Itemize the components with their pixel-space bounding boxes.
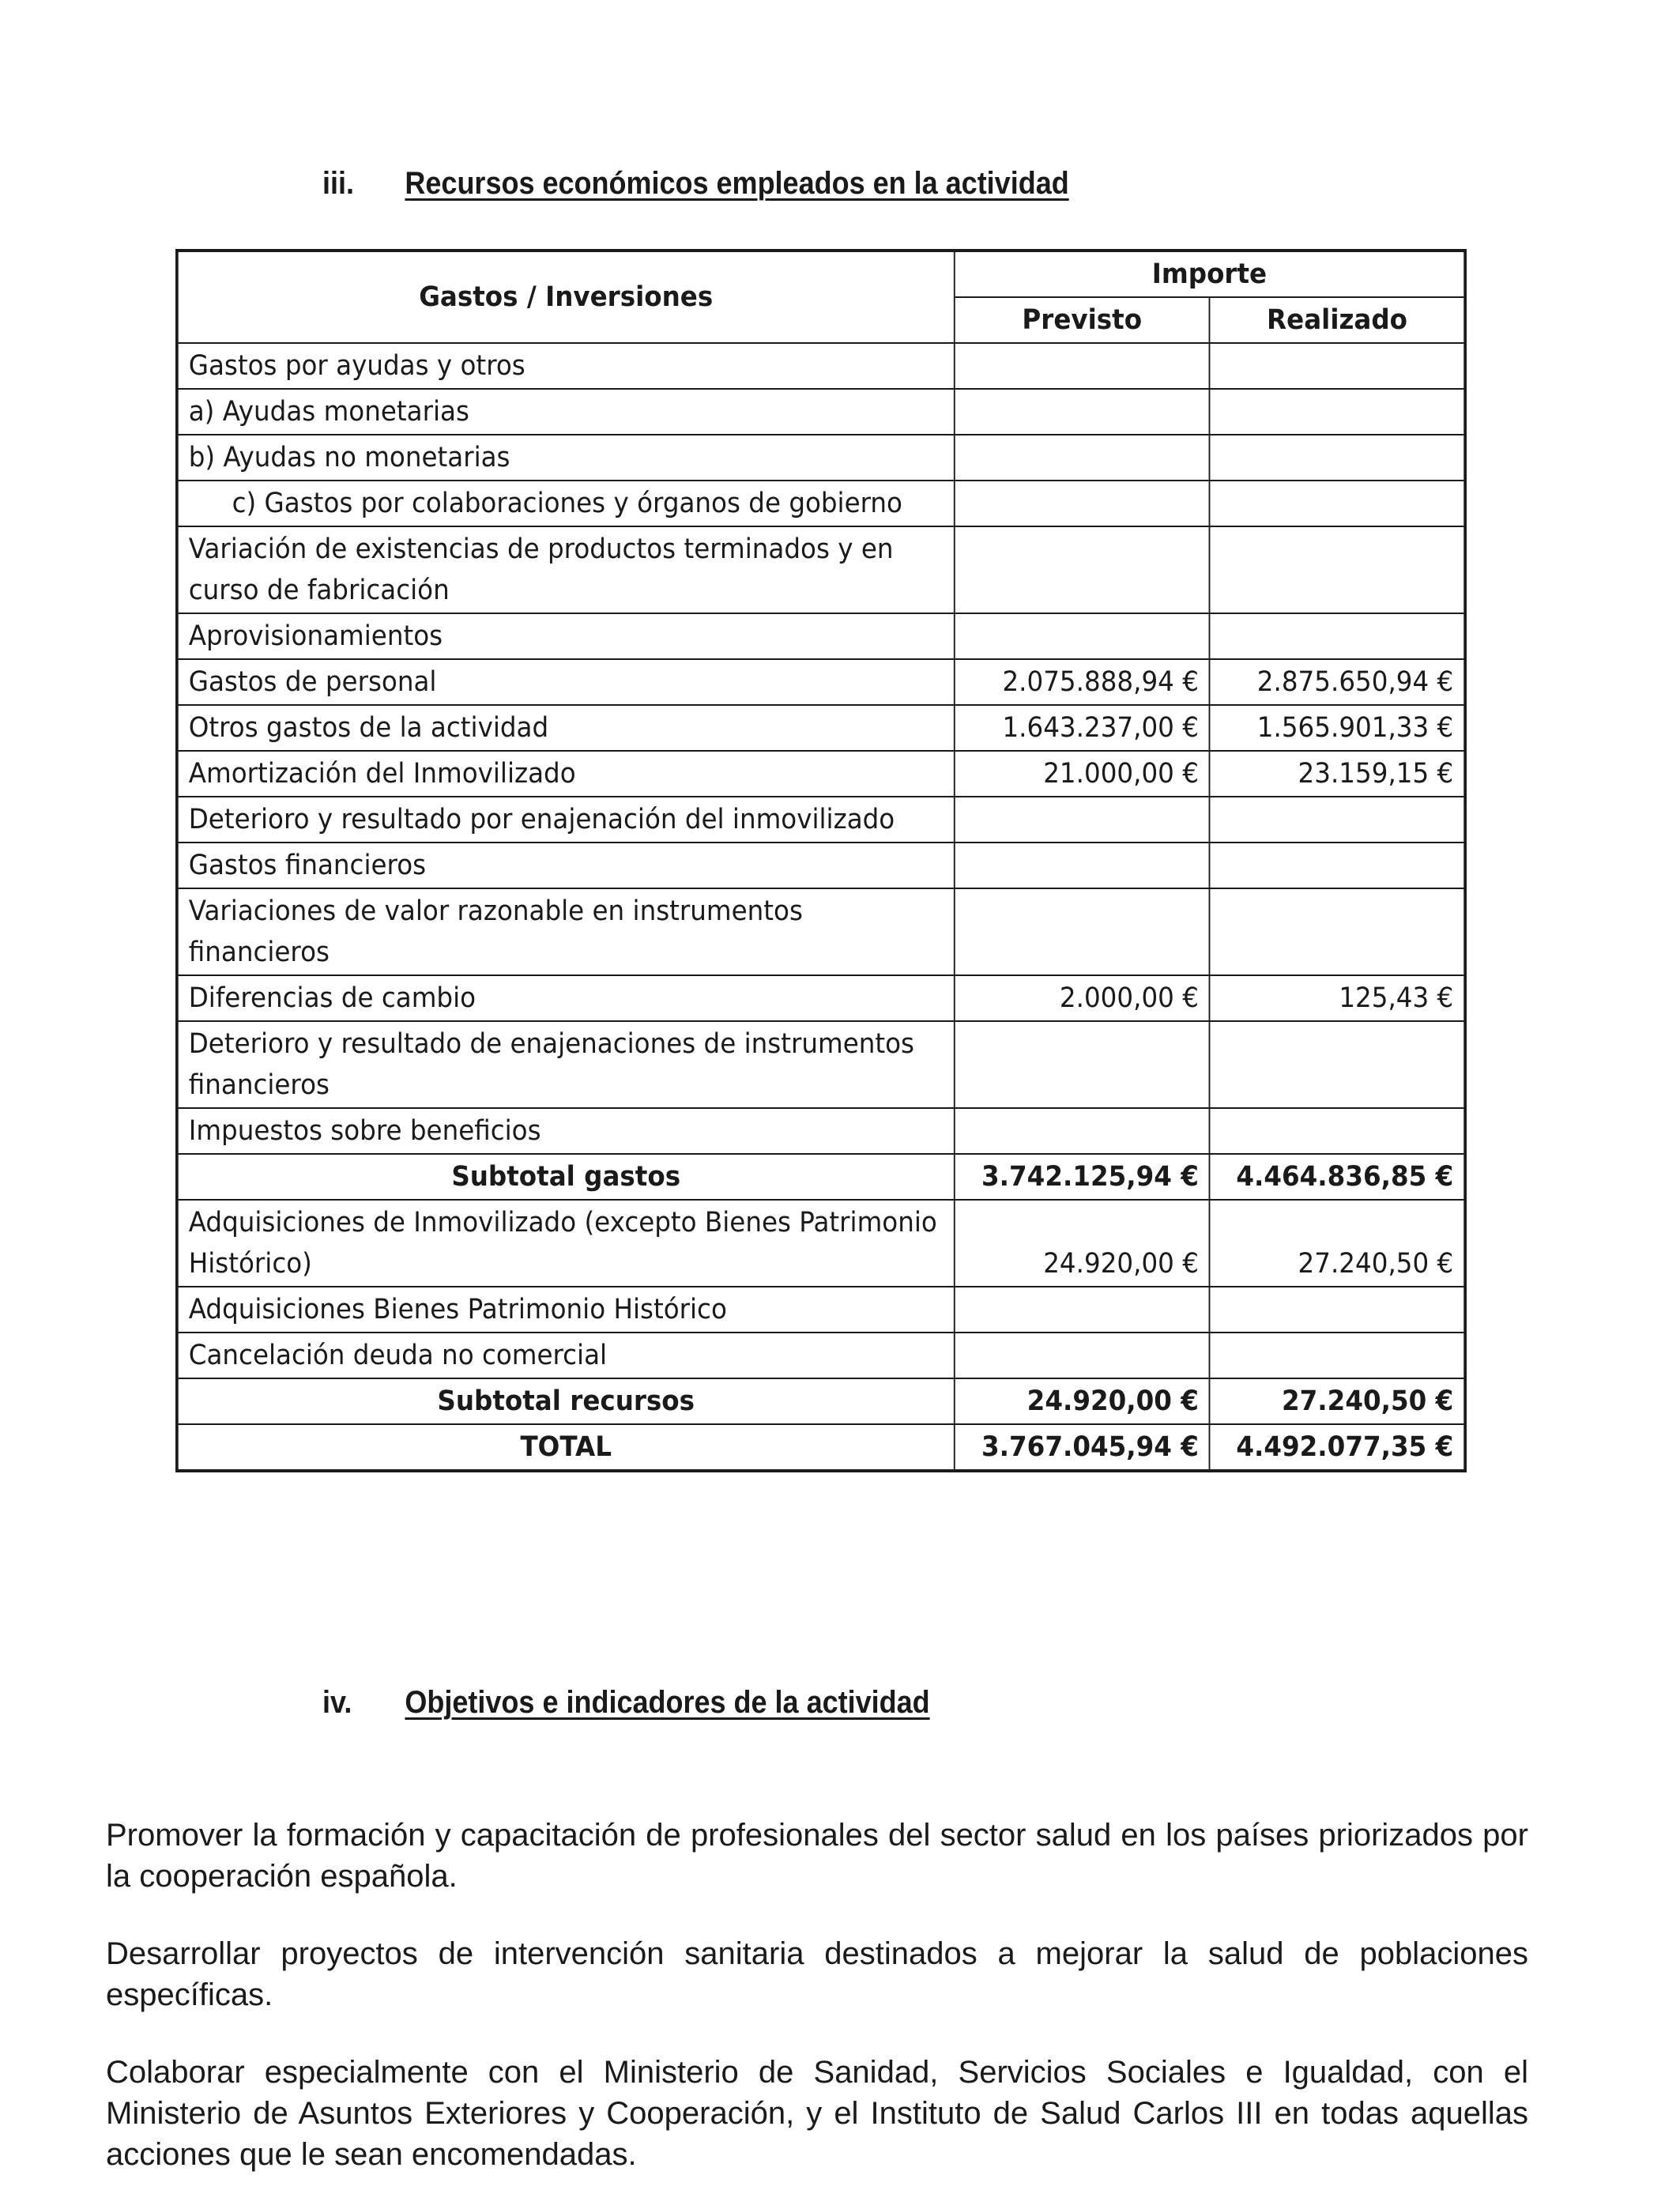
row-label: Otros gastos de la actividad: [177, 705, 955, 751]
header-importe: Importe: [955, 251, 1465, 297]
row-label: Subtotal recursos: [177, 1378, 955, 1424]
row-realizado: 1.565.901,33 €: [1210, 705, 1465, 751]
row-realizado: [1210, 1333, 1465, 1378]
table-row: [177, 389, 1465, 435]
row-realizado: [1210, 843, 1465, 888]
row-label: Variaciones de valor razonable en instrumentos financieros: [177, 888, 955, 975]
row-realizado: [1210, 613, 1465, 659]
row-previsto: 1.643.237,00 €: [955, 705, 1210, 751]
table-row: [177, 1108, 1465, 1154]
row-previsto: [955, 343, 1210, 389]
table-row: [177, 435, 1465, 481]
row-label: Gastos por ayudas y otros: [177, 343, 955, 389]
row-realizado: [1210, 797, 1465, 843]
row-previsto: [955, 1287, 1210, 1333]
section-title: Recursos económicos empleados en la actividad: [405, 166, 1069, 201]
table-row: [177, 975, 1465, 1021]
row-label: c) Gastos por colaboraciones y órganos de gobierno: [177, 481, 955, 526]
row-previsto: [955, 1021, 1210, 1108]
objective-paragraph: Desarrollar proyectos de intervención sanitaria destinados a mejorar la salud de poblaciones específicas.: [106, 1936, 1528, 2012]
table-header-row: [177, 251, 1465, 297]
row-label: Amortización del Inmovilizado: [177, 751, 955, 797]
row-label: Cancelación deuda no comercial: [177, 1333, 955, 1378]
row-label: TOTAL: [177, 1424, 955, 1471]
row-previsto: [955, 797, 1210, 843]
row-previsto: 2.075.888,94 €: [955, 659, 1210, 705]
section-heading-iii: [322, 166, 1069, 202]
table-row: [177, 888, 1465, 975]
row-previsto: [955, 435, 1210, 481]
table-row: [177, 1200, 1465, 1287]
row-label: b) Ayudas no monetarias: [177, 435, 955, 481]
row-previsto: [955, 1333, 1210, 1378]
table-row: [177, 343, 1465, 389]
row-label: a) Ayudas monetarias: [177, 389, 955, 435]
row-previsto: 24.920,00 €: [955, 1378, 1210, 1424]
subtotal-recursos-row: [177, 1378, 1465, 1424]
row-realizado: [1210, 389, 1465, 435]
row-realizado: [1210, 1021, 1465, 1108]
section-number: iv.: [322, 1685, 352, 1720]
row-realizado: 4.492.077,35 €: [1210, 1424, 1465, 1471]
row-label: Deterioro y resultado por enajenación del inmovilizado: [177, 797, 955, 843]
section-number: iii.: [322, 166, 355, 201]
row-realizado: 4.464.836,85 €: [1210, 1154, 1465, 1200]
table-row: [177, 797, 1465, 843]
subtotal-gastos-row: [177, 1154, 1465, 1200]
row-previsto: 21.000,00 €: [955, 751, 1210, 797]
table-row: [177, 526, 1465, 613]
table-row: [177, 613, 1465, 659]
row-realizado: 27.240,50 €: [1210, 1378, 1465, 1424]
header-realizado: Realizado: [1210, 297, 1465, 343]
row-previsto: 3.742.125,94 €: [955, 1154, 1210, 1200]
row-realizado: [1210, 343, 1465, 389]
header-gastos-inversiones: Gastos / Inversiones: [177, 251, 955, 343]
section-title: Objetivos e indicadores de la actividad: [405, 1685, 930, 1720]
section-heading-iv: [322, 1685, 930, 1721]
row-realizado: 125,43 €: [1210, 975, 1465, 1021]
table-row: [177, 705, 1465, 751]
objective-paragraph: Colaborar especialmente con el Ministerio de Sanidad, Servicios Sociales e Igualdad, con el Ministerio de Asuntos Exteriores y Cooperación, y el Instituto de Salud Carlos III en todas aquellas acciones que le sean encomendadas.: [106, 2055, 1528, 2172]
row-label: Diferencias de cambio: [177, 975, 955, 1021]
table-row: [177, 843, 1465, 888]
row-label: Subtotal gastos: [177, 1154, 955, 1200]
row-label: Gastos de personal: [177, 659, 955, 705]
row-previsto: 2.000,00 €: [955, 975, 1210, 1021]
row-realizado: [1210, 526, 1465, 613]
table-row: [177, 1333, 1465, 1378]
row-previsto: [955, 1108, 1210, 1154]
row-label: Variación de existencias de productos terminados y en curso de fabricación: [177, 526, 955, 613]
row-realizado: [1210, 888, 1465, 975]
row-previsto: [955, 888, 1210, 975]
row-previsto: [955, 481, 1210, 526]
row-previsto: 3.767.045,94 €: [955, 1424, 1210, 1471]
row-label: Aprovisionamientos: [177, 613, 955, 659]
budget-table: [175, 249, 1467, 1472]
row-label: Gastos financieros: [177, 843, 955, 888]
row-previsto: [955, 843, 1210, 888]
row-realizado: [1210, 481, 1465, 526]
row-realizado: 2.875.650,94 €: [1210, 659, 1465, 705]
row-label: Impuestos sobre beneficios: [177, 1108, 955, 1154]
row-realizado: [1210, 1108, 1465, 1154]
row-realizado: 23.159,15 €: [1210, 751, 1465, 797]
table-row: [177, 659, 1465, 705]
table-row: [177, 481, 1465, 526]
row-realizado: [1210, 1287, 1465, 1333]
row-previsto: [955, 389, 1210, 435]
row-realizado: [1210, 435, 1465, 481]
header-previsto: Previsto: [955, 297, 1210, 343]
row-previsto: [955, 526, 1210, 613]
objective-paragraph: Promover la formación y capacitación de profesionales del sector salud en los países priorizados por la cooperación española.: [106, 1818, 1528, 1894]
row-label: Adquisiciones de Inmovilizado (excepto Bienes Patrimonio Histórico): [177, 1200, 955, 1287]
row-label: Adquisiciones Bienes Patrimonio Histórico: [177, 1287, 955, 1333]
row-label: Deterioro y resultado de enajenaciones de instrumentos financieros: [177, 1021, 955, 1108]
table-row: [177, 751, 1465, 797]
total-row: [177, 1424, 1465, 1471]
row-previsto: [955, 613, 1210, 659]
row-realizado: 27.240,50 €: [1210, 1200, 1465, 1287]
table-row: [177, 1021, 1465, 1108]
table-row: [177, 1287, 1465, 1333]
row-previsto: 24.920,00 €: [955, 1200, 1210, 1287]
